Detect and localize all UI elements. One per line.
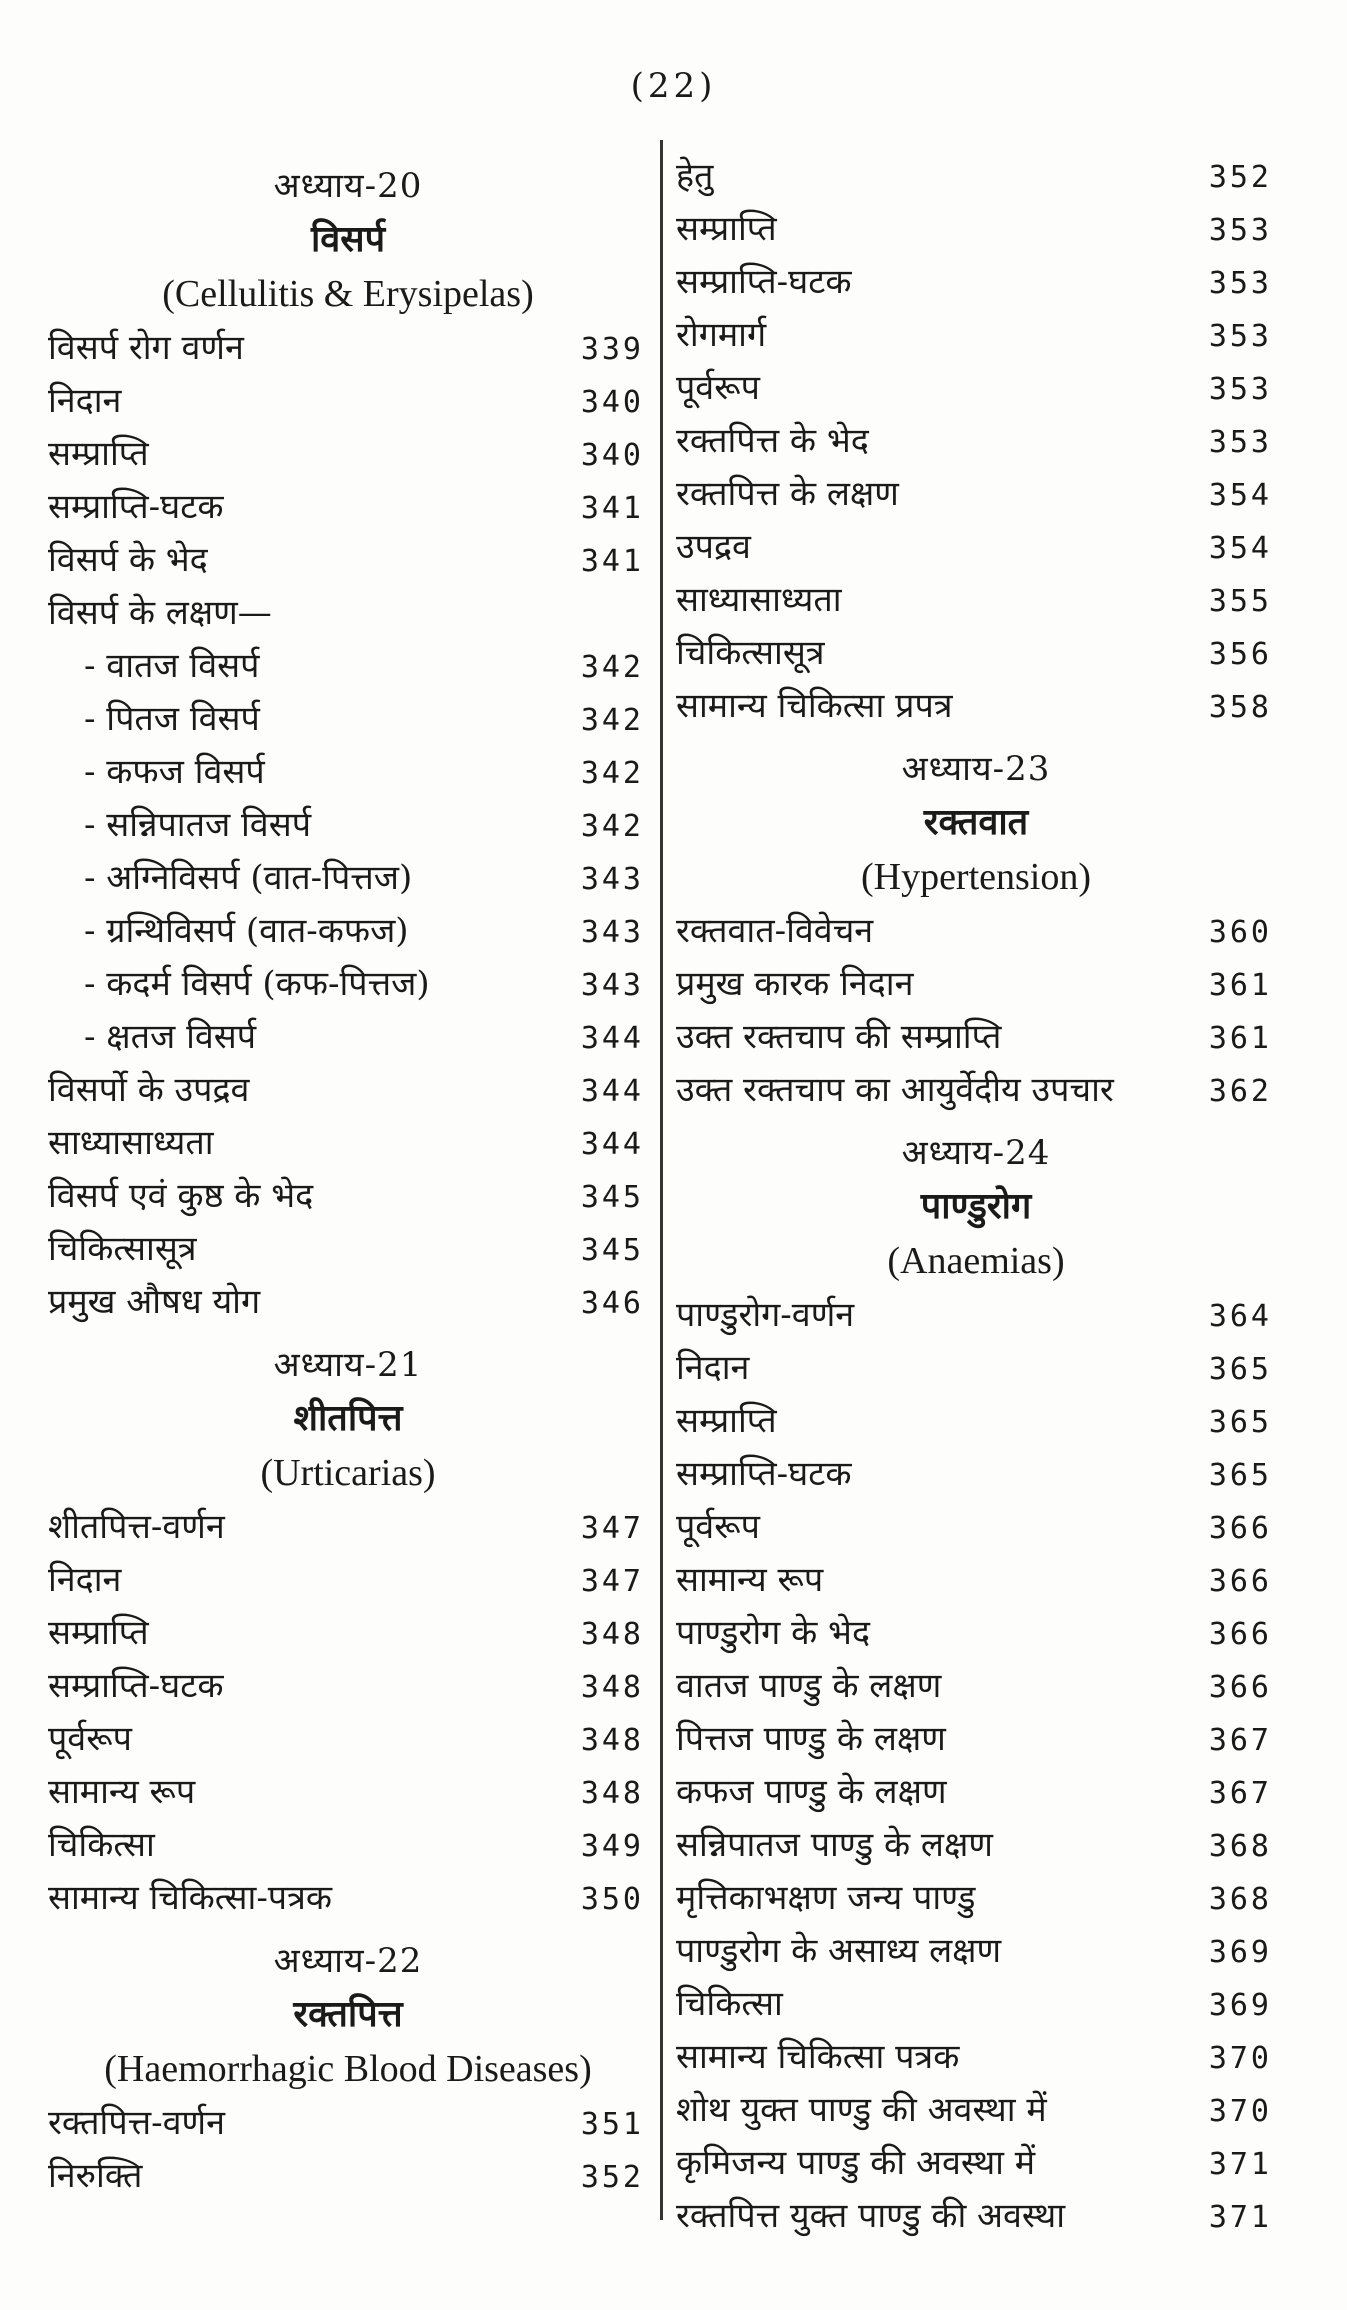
toc-entry-page: 370 <box>1208 2094 1272 2129</box>
toc-entry-label: - क्षतज विसर्प <box>84 1017 257 1057</box>
toc-entry-label: साध्यासाध्यता <box>676 580 842 620</box>
toc-entry <box>676 1501 1276 1554</box>
toc-entry-page: 341 <box>580 491 644 526</box>
toc-entry-page: 348 <box>580 1670 644 1705</box>
continued-entries <box>676 150 1276 733</box>
toc-entry-label: प्रमुख औषध योग <box>48 1282 261 1322</box>
toc-entry-page: 353 <box>1208 213 1272 248</box>
toc-entry-label: सम्प्राप्ति <box>48 434 149 474</box>
toc-entry-page: 354 <box>1208 478 1272 513</box>
toc-entry-label: निदान <box>48 1560 122 1600</box>
toc-entry-label: सम्प्राप्ति <box>48 1613 149 1653</box>
toc-entry <box>676 1713 1276 1766</box>
toc-entry-page: 369 <box>1208 1935 1272 1970</box>
toc-entry <box>676 574 1276 627</box>
toc-entry <box>48 746 648 799</box>
toc-entry <box>48 1607 648 1660</box>
chapter-title: रक्तवात <box>923 801 1029 843</box>
toc-entry-label: सामान्य चिकित्सा-पत्रक <box>48 1878 332 1918</box>
toc-entry-page: 368 <box>1208 1829 1272 1864</box>
toc-entry-label: चिकित्सा <box>676 1984 783 2024</box>
toc-entry-page: 345 <box>580 1180 644 1215</box>
toc-entry-page: 361 <box>1208 968 1272 1003</box>
toc-entry-label: - ग्रन्थिविसर्प (वात-कफज) <box>84 911 409 951</box>
chapter-title: रक्तपित्त <box>293 1993 403 2035</box>
toc-entry <box>48 1660 648 1713</box>
toc-entry-label: कफज पाण्डु के लक्षण <box>676 1772 947 1812</box>
chapter-title: शीतपित्त <box>293 1397 403 1439</box>
toc-entry <box>48 587 648 640</box>
toc-entry <box>48 1064 648 1117</box>
toc-entry-page: 343 <box>580 968 644 1003</box>
toc-entry-page: 366 <box>1208 1564 1272 1599</box>
toc-entry-label: चिकित्सासूत्र <box>676 633 825 673</box>
toc-entry-label: शीतपित्त-वर्णन <box>48 1507 225 1547</box>
toc-entry-page: 355 <box>1208 584 1272 619</box>
toc-entry-page: 348 <box>580 1776 644 1811</box>
toc-entry-label: उपद्रव <box>676 527 751 567</box>
toc-entry <box>48 1872 648 1925</box>
toc-entry <box>676 1448 1276 1501</box>
toc-entry <box>48 1819 648 1872</box>
toc-entry-page: 366 <box>1208 1617 1272 1652</box>
toc-entry <box>676 415 1276 468</box>
toc-entry-page: 342 <box>580 703 644 738</box>
toc-entry <box>676 2190 1276 2243</box>
toc-entry <box>676 521 1276 574</box>
toc-entry-label: सामान्य रूप <box>676 1560 824 1600</box>
toc-entry <box>676 2031 1276 2084</box>
toc-entry-page: 353 <box>1208 266 1272 301</box>
toc-entry-label: विसर्पो के उपद्रव <box>48 1070 250 1110</box>
toc-entry-page: 347 <box>580 1564 644 1599</box>
toc-entry-page: 345 <box>580 1233 644 1268</box>
toc-entry-label: मृत्तिकाभक्षण जन्य पाण्डु <box>676 1878 976 1918</box>
toc-entry-label: प्रमुख कारक निदान <box>676 964 914 1004</box>
toc-entry-label: चिकित्सासूत्र <box>48 1229 197 1269</box>
chapter-number: अध्याय-23 <box>901 749 1051 789</box>
toc-entry-page: 366 <box>1208 1511 1272 1546</box>
toc-entry-page: 367 <box>1208 1723 1272 1758</box>
toc-entry <box>676 309 1276 362</box>
toc-entry <box>48 534 648 587</box>
toc-entry <box>48 2097 648 2150</box>
toc-entry <box>676 468 1276 521</box>
toc-entry <box>48 693 648 746</box>
toc-entry-page: 340 <box>580 438 644 473</box>
chapter-block <box>676 743 1276 1117</box>
toc-entry <box>676 150 1276 203</box>
toc-entry <box>676 1607 1276 1660</box>
toc-entry-label: सम्प्राप्ति <box>676 209 777 249</box>
toc-entry-page: 364 <box>1208 1299 1272 1334</box>
toc-entry-label: विसर्प के भेद <box>48 540 208 580</box>
toc-entry <box>676 2137 1276 2190</box>
toc-entry-page: 354 <box>1208 531 1272 566</box>
toc-entry <box>676 1872 1276 1925</box>
toc-entry <box>48 1554 648 1607</box>
toc-entry-page: 343 <box>580 915 644 950</box>
toc-entry-page: 365 <box>1208 1458 1272 1493</box>
toc-entry-label: उक्त रक्तचाप की सम्प्राप्ति <box>676 1017 1002 1057</box>
toc-entry-label: सम्प्राप्ति <box>676 1401 777 1441</box>
toc-entry-page: 346 <box>580 1286 644 1321</box>
toc-entry-label: सम्प्राप्ति-घटक <box>676 262 852 302</box>
chapter-block <box>48 1339 648 1925</box>
toc-entry-label: रक्तवात-विवेचन <box>676 911 874 951</box>
toc-entry-page: 339 <box>580 332 644 367</box>
toc-entry <box>676 1011 1276 1064</box>
toc-entry-label: सम्प्राप्ति-घटक <box>48 487 224 527</box>
toc-entry-page: 352 <box>580 2160 644 2195</box>
toc-entry <box>48 1117 648 1170</box>
toc-entry <box>48 375 648 428</box>
column-divider <box>660 140 663 2220</box>
toc-entry <box>676 256 1276 309</box>
toc-entry-page: 342 <box>580 809 644 844</box>
toc-entry-label: रक्तपित्त के लक्षण <box>676 474 899 514</box>
toc-entry-label: निदान <box>48 381 122 421</box>
toc-entry <box>48 2150 648 2203</box>
toc-entry-label: उक्त रक्तचाप का आयुर्वेदीय उपचार <box>676 1070 1114 1110</box>
toc-entry <box>48 1276 648 1329</box>
right-column <box>676 150 1276 2243</box>
toc-entry-page: 342 <box>580 756 644 791</box>
toc-entry-page: 353 <box>1208 372 1272 407</box>
toc-entry <box>48 905 648 958</box>
toc-entry <box>48 1501 648 1554</box>
toc-entry-page: 348 <box>580 1617 644 1652</box>
toc-entry-page: 343 <box>580 862 644 897</box>
toc-entry-label: रोगमार्ग <box>676 315 767 355</box>
toc-entry-label: पित्तज पाण्डु के लक्षण <box>676 1719 946 1759</box>
toc-entry <box>48 1766 648 1819</box>
toc-entry-page: 356 <box>1208 637 1272 672</box>
toc-entry <box>676 1342 1276 1395</box>
toc-entry-label: सन्निपातज पाण्डु के लक्षण <box>676 1825 993 1865</box>
toc-entry-page: 358 <box>1208 690 1272 725</box>
toc-entry-page: 365 <box>1208 1405 1272 1440</box>
toc-entry-label: विसर्प के लक्षण— <box>48 593 272 633</box>
chapter-english-title: (Cellulitis & Erysipelas) <box>162 273 534 315</box>
chapter-number: अध्याय-24 <box>901 1133 1051 1173</box>
toc-entry <box>48 1011 648 1064</box>
toc-entry-page: 342 <box>580 650 644 685</box>
toc-entry <box>48 322 648 375</box>
toc-entry-label: पाण्डुरोग के असाध्य लक्षण <box>676 1931 1002 1971</box>
toc-entry-page: 353 <box>1208 319 1272 354</box>
toc-entry <box>676 1766 1276 1819</box>
toc-entry-label: सम्प्राप्ति-घटक <box>676 1454 852 1494</box>
toc-entry-label: निरुक्ति <box>48 2156 143 2196</box>
toc-entry-page: 344 <box>580 1021 644 1056</box>
chapter-title: विसर्प <box>310 218 386 260</box>
toc-entry-page: 349 <box>580 1829 644 1864</box>
toc-entry <box>676 2084 1276 2137</box>
toc-entry-page: 366 <box>1208 1670 1272 1705</box>
toc-entry <box>676 1819 1276 1872</box>
chapter-english-title: (Haemorrhagic Blood Diseases) <box>104 2048 592 2090</box>
toc-entry <box>676 680 1276 733</box>
toc-entry <box>676 1064 1276 1117</box>
chapter-block <box>676 1127 1276 2243</box>
toc-entry-label: पूर्वरूप <box>48 1719 132 1759</box>
toc-entry-page: 365 <box>1208 1352 1272 1387</box>
toc-entry-label: शोथ युक्त पाण्डु की अवस्था में <box>676 2090 1047 2130</box>
toc-entry-page: 340 <box>580 385 644 420</box>
toc-entry <box>676 958 1276 1011</box>
toc-entry-page: 348 <box>580 1723 644 1758</box>
toc-entry-label: - कदर्म विसर्प (कफ-पित्तज) <box>84 964 430 1004</box>
toc-entry-page: 369 <box>1208 1988 1272 2023</box>
toc-entry <box>48 1223 648 1276</box>
toc-entry-label: सामान्य रूप <box>48 1772 196 1812</box>
toc-entry-page: 351 <box>580 2107 644 2142</box>
toc-entry <box>48 640 648 693</box>
chapter-number: अध्याय-20 <box>273 166 423 206</box>
chapter-block <box>48 1935 648 2203</box>
toc-entry-page: 370 <box>1208 2041 1272 2076</box>
toc-entry-label: रक्तपित्त के भेद <box>676 421 869 461</box>
toc-entry <box>48 799 648 852</box>
toc-entry-label: पाण्डुरोग के भेद <box>676 1613 870 1653</box>
toc-entry-page: 344 <box>580 1127 644 1162</box>
toc-entry-label: - अग्निविसर्प (वात-पित्तज) <box>84 858 413 898</box>
chapter-number: अध्याय-21 <box>273 1345 423 1385</box>
toc-entry <box>676 1289 1276 1342</box>
toc-entry-label: साध्यासाध्यता <box>48 1123 214 1163</box>
toc-entry <box>676 1395 1276 1448</box>
toc-entry-page: 368 <box>1208 1882 1272 1917</box>
chapter-block <box>48 160 648 1329</box>
toc-entry-page: 361 <box>1208 1021 1272 1056</box>
chapter-number: अध्याय-22 <box>273 1941 423 1981</box>
toc-entry <box>676 362 1276 415</box>
chapter-english-title: (Urticarias) <box>260 1452 436 1494</box>
toc-entry <box>48 428 648 481</box>
toc-entry-label: रक्तपित्त युक्त पाण्डु की अवस्था <box>676 2196 1066 2236</box>
toc-entry-page: 353 <box>1208 425 1272 460</box>
toc-entry <box>676 1660 1276 1713</box>
toc-entry-label: - पितज विसर्प <box>84 699 260 739</box>
toc-entry-label: विसर्प रोग वर्णन <box>48 328 244 368</box>
toc-entry <box>676 203 1276 256</box>
toc-entry-label: सामान्य चिकित्सा प्रपत्र <box>676 686 953 726</box>
toc-entry-page: 344 <box>580 1074 644 1109</box>
toc-entry-label: पूर्वरूप <box>676 1507 760 1547</box>
toc-entry <box>48 1713 648 1766</box>
page-number: (22) <box>630 66 717 106</box>
toc-entry-page: 367 <box>1208 1776 1272 1811</box>
toc-entry-page: 360 <box>1208 915 1272 950</box>
toc-entry <box>48 1170 648 1223</box>
toc-entry <box>676 1925 1276 1978</box>
left-column <box>48 150 648 2203</box>
toc-entry-page: 341 <box>580 544 644 579</box>
toc-entry-label: कृमिजन्य पाण्डु की अवस्था में <box>676 2143 1036 2183</box>
toc-entry-label: पाण्डुरोग-वर्णन <box>676 1295 855 1335</box>
toc-entry <box>676 1978 1276 2031</box>
toc-entry-label: विसर्प एवं कुष्ठ के भेद <box>48 1176 314 1216</box>
toc-entry-label: पूर्वरूप <box>676 368 760 408</box>
toc-entry-label: रक्तपित्त-वर्णन <box>48 2103 225 2143</box>
toc-entry <box>48 852 648 905</box>
toc-entry-page: 352 <box>1208 160 1272 195</box>
toc-entry-label: वातज पाण्डु के लक्षण <box>676 1666 942 1706</box>
toc-entry <box>676 1554 1276 1607</box>
toc-entry-label: - वातज विसर्प <box>84 646 260 686</box>
toc-entry-label: चिकित्सा <box>48 1825 155 1865</box>
toc-entry-label: - सन्निपातज विसर्प <box>84 805 312 845</box>
toc-entry-page: 371 <box>1208 2200 1272 2235</box>
toc-entry <box>48 958 648 1011</box>
toc-entry-label: हेतु <box>676 156 714 196</box>
toc-entry-label: निदान <box>676 1348 750 1388</box>
toc-entry-page: 347 <box>580 1511 644 1546</box>
chapter-title: पाण्डुरोग <box>920 1185 1032 1227</box>
toc-entry-page: 350 <box>580 1882 644 1917</box>
toc-entry <box>676 627 1276 680</box>
toc-entry-label: सामान्य चिकित्सा पत्रक <box>676 2037 960 2077</box>
chapter-english-title: (Hypertension) <box>860 856 1092 898</box>
toc-entry <box>48 481 648 534</box>
chapter-english-title: (Anaemias) <box>887 1240 1065 1282</box>
toc-entry-label: सम्प्राप्ति-घटक <box>48 1666 224 1706</box>
toc-entry-label: - कफज विसर्प <box>84 752 265 792</box>
toc-entry <box>676 905 1276 958</box>
toc-entry-page: 371 <box>1208 2147 1272 2182</box>
toc-entry-page: 362 <box>1208 1074 1272 1109</box>
